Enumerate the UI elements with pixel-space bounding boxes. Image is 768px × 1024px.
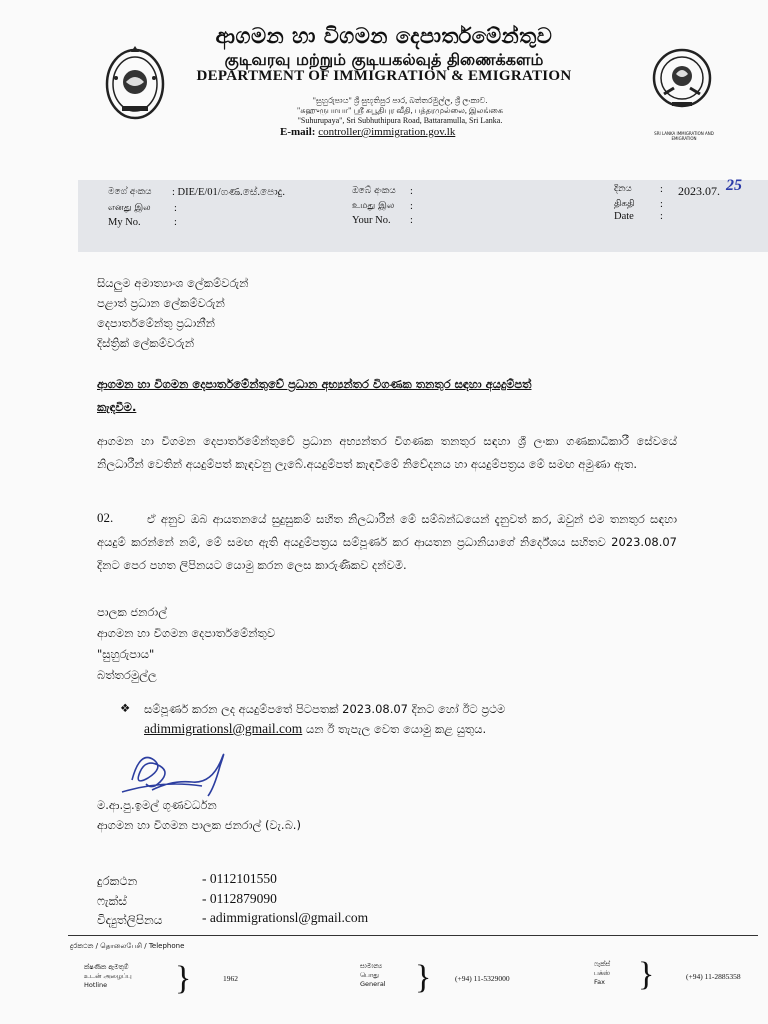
- date-si: දිනය: [614, 184, 632, 194]
- recipient-4: දිස්ත්‍රික් ලේකම්වරුන්: [97, 336, 195, 350]
- contact-fax-value: - 0112879090: [202, 891, 277, 906]
- footer-fax-si: ෆැක්ස්: [594, 960, 611, 968]
- dept-name-english: DEPARTMENT OF IMMIGRATION & EMIGRATION: [196, 68, 572, 84]
- email-link[interactable]: controller@immigration.gov.lk: [318, 126, 456, 138]
- note-bullet-icon: ❖: [120, 701, 131, 715]
- footer-hotline-en: Hotline: [84, 981, 108, 989]
- your-no-colon-2: :: [410, 201, 413, 212]
- footer-general-si: සාමාන්‍ය: [360, 962, 383, 970]
- signatory-name: ම.ආ.පු.ඉමල් ගුණවර්ධන: [97, 798, 217, 812]
- footer-divider: [68, 935, 758, 936]
- your-no-colon-3: :: [410, 215, 413, 226]
- date-colon-1: :: [660, 184, 663, 195]
- my-no-en: My No.: [108, 217, 141, 228]
- footer-telephone-label: දුරකථන / தொலைபேசி / Telephone: [70, 942, 185, 950]
- signatory-title: ආගමන හා විගමන පාලක ජනරාල් (වැ.බ.): [97, 818, 301, 832]
- your-no-en: Your No.: [352, 215, 391, 226]
- my-no-colon-2: :: [174, 203, 177, 214]
- subject: [97, 373, 687, 419]
- recipient-3: දෙපාර්තමේන්තු ප්‍රධානීන්: [97, 316, 215, 330]
- contact-email-value[interactable]: - adimmigrationsl@gmail.com: [202, 910, 369, 925]
- note-line-2: [144, 721, 486, 737]
- address-line-1: පාලක ජනරාල්: [97, 605, 167, 619]
- footer-brace-hotline: }: [175, 960, 192, 997]
- address-sinhala: "සුහුරුපාය" ශ්‍රී සුභූතිපුර පාර, බත්තරමුල්ල, ශ්‍රී ලංකාව.: [312, 96, 488, 105]
- recipient-2: පළාත් ප්‍රධාන ලේකම්වරුන්: [97, 296, 225, 310]
- dept-name-sinhala: ආගමන හා විගමන දෙපාර්තමේන්තුව: [215, 24, 553, 48]
- note-line-1: සම්පූර්ණ කරන ලද අයදුම්පතේ පිටපතක් 2023.08.07 දිනට හෝ ඊට ප්‍රථම: [144, 702, 506, 716]
- date-colon-2: :: [660, 199, 663, 210]
- contact-phone-label: දුරකථන: [97, 874, 138, 888]
- your-no-si: ඔබේ අංකය: [352, 186, 396, 196]
- dept-name-tamil: குடிவரவு மற்றும் குடியகல்வுத் திணைக்களம்: [224, 50, 544, 69]
- address-tamil: "சுஹுருபாயா" ஸ்ரீ சுபூதிபுர வீதி, பத்தரமுல்லை, இலங்கை: [297, 106, 503, 115]
- footer-fax-ta: பக்ஸ்: [594, 969, 610, 977]
- my-no-si: මගේ අංකය: [108, 187, 152, 197]
- footer-general-value: (+94) 11-5329000: [455, 974, 510, 983]
- my-no-colon-3: :: [174, 217, 177, 228]
- footer-hotline-ta: உடன் அழைப்பு: [84, 972, 132, 980]
- date-handwritten: 25: [726, 177, 742, 194]
- address-line-3: "සුහුරුපාය": [97, 647, 155, 661]
- date-ta: திகதி: [614, 199, 635, 209]
- date-value: 2023.07.: [678, 184, 720, 198]
- paragraph-1: ආගමන හා විගමන දෙපාර්තමේන්තුවේ ප්‍රධාන අභ්‍යන්තර විගණක තනතුර සඳහා ශ්‍රී ලංකා ගණකාධිකාරී සේවයේ නිලධාරීන් වෙතින් අයදුම්පත් කැඳවනු ලැබේ.අයදුම්පත් කැඳවීමේ නිවේදනය හා අයදුම්පත්‍රය මේ සමඟ අමුණා ඇත.: [97, 434, 677, 471]
- recipient-1: සියලුම අමාත්‍යාංශ ලේකම්වරුන්: [97, 276, 249, 290]
- header-email: [280, 126, 455, 138]
- footer-general-ta: பொது: [360, 971, 379, 979]
- address-english: "Suhurupaya", Sri Subhuthipura Road, Battaramulla, Sri Lanka.: [297, 116, 503, 125]
- address-line-4: බත්තරමුල්ල: [97, 668, 157, 682]
- note-line-2-rest: යන ඊ තැපැල වෙත යොමු කළ යුතුය.: [305, 722, 487, 736]
- footer-hotline-si: ක්ෂණික ඇමතුම්: [84, 963, 129, 971]
- footer-general-en: General: [360, 980, 386, 988]
- subject-line-2: කැඳවීම.: [97, 400, 137, 414]
- note-email-link[interactable]: adimmigrationsl@gmail.com: [144, 721, 303, 736]
- footer-brace-general: }: [415, 959, 432, 996]
- contact-phone-value: - 0112101550: [202, 871, 277, 886]
- date-colon-3: :: [660, 211, 663, 222]
- address-line-2: ආගමන හා විගමන දෙපාර්තමේන්තුව: [97, 626, 276, 640]
- contact-email-label: විද්‍යුත්ලිපිනය: [97, 913, 163, 927]
- footer-fax-en: Fax: [594, 978, 605, 986]
- date-en: Date: [614, 211, 634, 222]
- email-label: E-mail:: [280, 126, 316, 138]
- paragraph-2: ඒ අනුව ඔබ ආයතනයේ සුදුසුකම් සහිත නිලධාරීන් මේ සම්බන්ධයෙන් දැනුවත් කර, ඔවුන් එම තනතුර සඳහා අයදුම් කරන්නේ නම්, මේ සමඟ ඇති අයදුම්පත්‍රය සම්පූර්ණ කර ආයතන ප්‍රධානියාගේ නිර්දේශය සහිතව 2023.08.07 දිනට පෙර පහත ලිපිනයට යොමු කරන ලෙස කාරුණිකව දන්වමි.: [97, 512, 677, 572]
- footer-hotline-value: 1962: [223, 974, 238, 983]
- footer-fax-value: (+94) 11-2885358: [686, 972, 741, 981]
- my-no-value: : DIE/E/01/ගණ.සේ.පොදු.: [172, 187, 285, 198]
- subject-line-1: ආගමන හා විගමන දෙපාර්තමේන්තුවේ ප්‍රධාන අභ්‍යන්තර විගණක තනතුර සඳහා අයදුම්පත්: [97, 377, 532, 391]
- paragraph-2-number: 02.: [97, 510, 114, 525]
- footer-brace-fax: }: [638, 956, 655, 993]
- right-logo-caption: SRI LANKA IMMIGRATION AND EMIGRATION: [654, 131, 714, 141]
- my-no-ta: எனது இல: [108, 203, 151, 213]
- contact-fax-label: ෆැක්ස්: [97, 894, 127, 908]
- your-no-ta: உமது இல: [352, 201, 395, 211]
- your-no-colon-1: :: [410, 186, 413, 197]
